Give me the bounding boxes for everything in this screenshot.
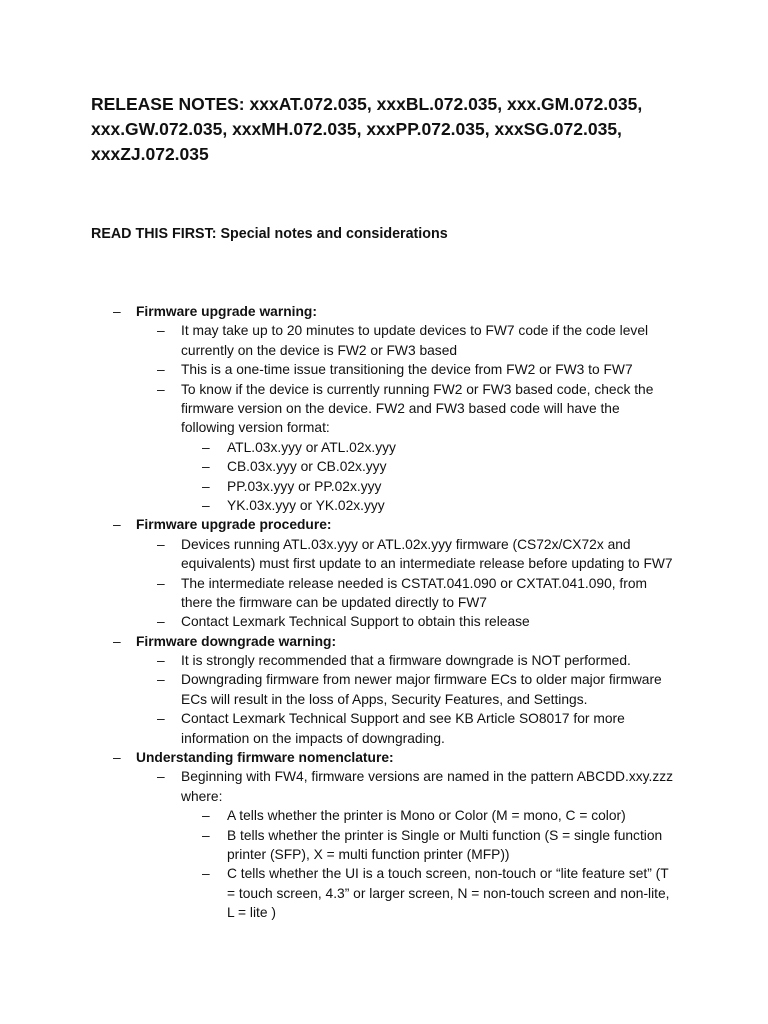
sub-list-item <box>0 496 768 515</box>
section-heading <box>0 515 768 534</box>
list-item-text <box>181 574 647 613</box>
text-line: A tells whether the printer is Mono or Color (M = mono, C = color) <box>227 808 626 824</box>
list-item-text <box>181 321 648 360</box>
sub-list-item <box>0 477 768 496</box>
bullet-dash: – <box>202 497 210 513</box>
text-line: To know if the device is currently running FW2 or FW3 based code, check the <box>181 381 654 397</box>
release-notes-title <box>91 92 691 167</box>
text-line: currently on the device is FW2 or FW3 based <box>181 342 458 358</box>
section-heading-text <box>136 515 332 534</box>
list-item <box>0 767 768 806</box>
section-heading-text <box>136 632 336 651</box>
text-line: Beginning with FW4, firmware versions are named in the pattern ABCDD.xxy.zzz <box>181 769 674 785</box>
sub-list-item-text <box>227 496 385 515</box>
list-item-text <box>181 612 530 631</box>
text-line: Understanding firmware nomenclature: <box>136 750 394 766</box>
text-line: C tells whether the UI is a touch screen, non-touch or “lite feature set” (T <box>227 866 669 882</box>
bullet-dash: – <box>202 478 210 494</box>
text-line: information on the impacts of downgrading. <box>181 730 445 746</box>
sub-list-item <box>0 457 768 476</box>
text-line: firmware version on the device. FW2 and FW3 based code will have the <box>181 400 620 416</box>
text-line: equivalents) must first update to an intermediate release before updating to FW7 <box>181 556 673 572</box>
list-item <box>0 380 768 438</box>
text-line: It may take up to 20 minutes to update devices to FW7 code if the code level <box>181 323 649 339</box>
text-line: This is a one-time issue transitioning the device from FW2 or FW3 to FW7 <box>181 362 633 378</box>
sub-list-item-text <box>227 477 381 496</box>
title-line: RELEASE NOTES: xxxAT.072.035, xxxBL.072.035, xxx.GM.072.035, <box>91 94 643 114</box>
bullet-dash: – <box>157 575 165 591</box>
text-line: ATL.03x.yyy or ATL.02x.yyy <box>227 439 396 455</box>
list-item <box>0 574 768 613</box>
bullet-dash: – <box>113 517 121 533</box>
text-line: printer (SFP), X = multi function printer (MFP)) <box>227 847 510 863</box>
text-line: Contact Lexmark Technical Support and see KB Article SO8017 for more <box>181 711 625 727</box>
bullet-dash: – <box>157 769 165 785</box>
text-line: ECs will result in the loss of Apps, Security Features, and Settings. <box>181 691 588 707</box>
text-line: It is strongly recommended that a firmware downgrade is NOT performed. <box>181 653 631 669</box>
sub-list-item-text <box>227 864 670 922</box>
bullet-dash: – <box>157 381 165 397</box>
text-line: Downgrading firmware from newer major firmware ECs to older major firmware <box>181 672 662 688</box>
bullet-dash: – <box>157 323 165 339</box>
list-item-text <box>181 535 673 574</box>
sub-list-item-text <box>227 457 386 476</box>
notes-list <box>0 302 768 923</box>
text-line: The intermediate release needed is CSTAT.041.090 or CXTAT.041.090, from <box>181 575 648 591</box>
list-item-text <box>181 767 673 806</box>
bullet-dash: – <box>157 536 165 552</box>
bullet-dash: – <box>157 614 165 630</box>
text-line: where: <box>181 788 223 804</box>
title-line: xxx.GW.072.035, xxxMH.072.035, xxxPP.072.035, xxxSG.072.035, <box>91 119 622 139</box>
text-line: Devices running ATL.03x.yyy or ATL.02x.yyy firmware (CS72x/CX72x and <box>181 536 631 552</box>
text-line: L = lite ) <box>227 905 276 921</box>
section-heading-text <box>136 748 394 767</box>
sub-list-item-text <box>227 826 662 865</box>
sub-list-item-text <box>227 438 396 457</box>
text-line: = touch screen, 4.3” or larger screen, N = non-touch screen and non-lite, <box>227 885 670 901</box>
text-line: CB.03x.yyy or CB.02x.yyy <box>227 459 387 475</box>
sub-list-item-text <box>227 806 626 825</box>
sub-list-item <box>0 438 768 457</box>
section-heading <box>0 302 768 321</box>
title-line: xxxZJ.072.035 <box>91 144 209 164</box>
bullet-dash: – <box>113 304 121 319</box>
list-item-text <box>181 651 631 670</box>
list-item-text <box>181 670 662 709</box>
bullet-dash: – <box>202 439 210 455</box>
text-line: Firmware upgrade procedure: <box>136 517 332 533</box>
text-line: B tells whether the printer is Single or Multi function (S = single function <box>227 827 663 843</box>
read-this-first-heading: READ THIS FIRST: Special notes and considerations <box>91 226 448 242</box>
list-item-text <box>181 709 625 748</box>
text-line: following version format: <box>181 420 330 436</box>
list-item-text <box>181 360 633 379</box>
text-line: Firmware downgrade warning: <box>136 633 337 649</box>
bullet-dash: – <box>202 459 210 475</box>
list-item <box>0 709 768 748</box>
section-heading-text <box>136 302 317 321</box>
bullet-dash: – <box>157 711 165 727</box>
section-heading <box>0 632 768 651</box>
text-line: Contact Lexmark Technical Support to obtain this release <box>181 614 530 630</box>
sub-list-item <box>0 826 768 865</box>
text-line: Firmware upgrade warning: <box>136 304 317 319</box>
section-heading <box>0 748 768 767</box>
bullet-dash: – <box>202 866 210 882</box>
text-line: YK.03x.yyy or YK.02x.yyy <box>227 497 385 513</box>
list-item <box>0 612 768 631</box>
list-item <box>0 651 768 670</box>
text-line: there the firmware can be updated directly to FW7 <box>181 594 487 610</box>
bullet-dash: – <box>157 672 165 688</box>
list-item <box>0 670 768 709</box>
text-line: PP.03x.yyy or PP.02x.yyy <box>227 478 382 494</box>
bullet-dash: – <box>113 750 121 766</box>
bullet-dash: – <box>157 653 165 669</box>
bullet-dash: – <box>157 362 165 378</box>
list-item <box>0 360 768 379</box>
bullet-dash: – <box>202 808 210 824</box>
sub-list-item <box>0 806 768 825</box>
list-item-text <box>181 380 653 438</box>
sub-list-item <box>0 864 768 922</box>
list-item <box>0 535 768 574</box>
list-item <box>0 321 768 360</box>
bullet-dash: – <box>202 827 210 843</box>
bullet-dash: – <box>113 633 121 649</box>
